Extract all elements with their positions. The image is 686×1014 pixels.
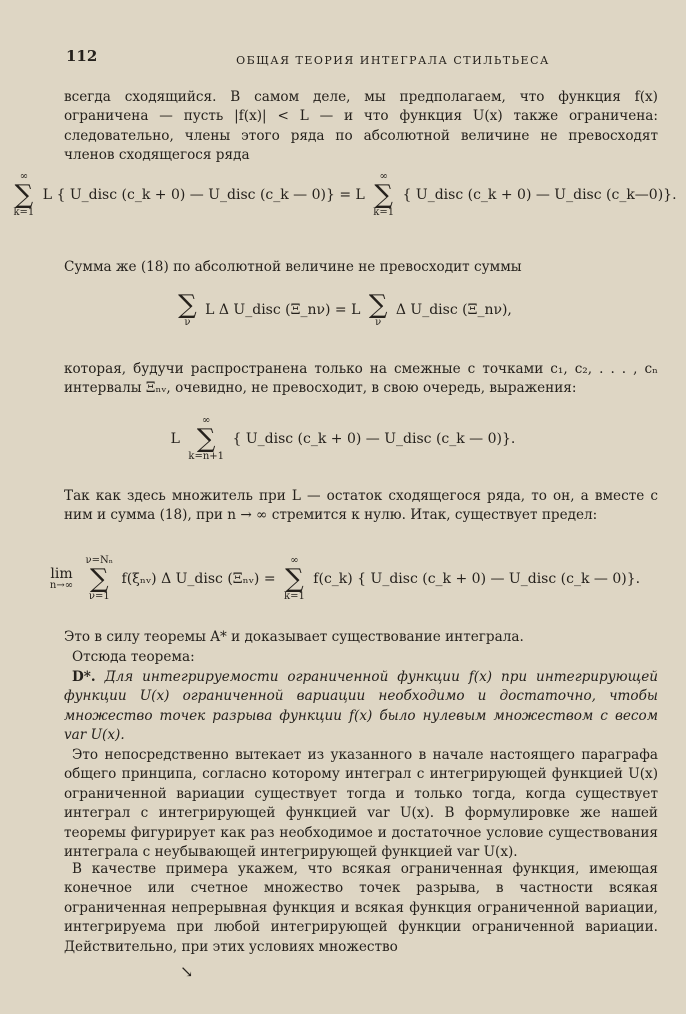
equation-2-left: L Δ U_disc (Ξ_nν) = L (205, 302, 361, 318)
theorem-d-star (64, 668, 658, 746)
page-number: 112 (66, 47, 98, 65)
paragraph-4: Так как здесь множитель при L — остаток сходящегося ряда, то он, а вместе с ним и сумма (18), при n → ∞ стремится к нулю. Итак, существует предел: (64, 488, 658, 524)
equation-4 (0, 556, 686, 602)
sum-symbol: ∑ ν (368, 290, 388, 328)
sum-symbol: ∞ ∑ k=n+1 (188, 415, 225, 462)
limit-operator: lim n→∞ (49, 566, 74, 591)
equation-2 (0, 292, 686, 328)
equation-1 (0, 172, 686, 218)
paragraph-1: всегда сходящийся. В самом деле, мы предполагаем, что функция f(x) ограничена — пусть |f(x)| < L — и что функция U(x) также ограничена: следовательно, члены этого ряда по абсолютной величине не превосходят членов сходящегося ряда (64, 89, 658, 164)
equation-3-body: { U_disc (c_k + 0) — U_disc (c_k — 0)}. (232, 431, 516, 447)
sum-symbol: ∑ ν (178, 290, 197, 328)
sum-symbol: ∞ ∑ k=1 (13, 171, 35, 218)
theorem-label: D*. (72, 669, 96, 685)
paragraph-5: Это в силу теоремы A* и доказывает существование интеграла. (64, 629, 524, 645)
paragraph-3: которая, будучи распространена только на смежные с точками c₁, c₂, . . . , cₙ интервалы Ξₙᵥ, очевидно, не превосходит, в свою очередь, выражения: (64, 361, 658, 397)
paragraph-8: В качестве примера укажем, что всякая ограниченная функция, имеющая конечное или счетное множество точек разрыва, в частности всякая ограниченная непрерывная функция и всякая функция ограниченной вариации, интегрируема при любой интегрирующей функции ограниченной вариации. Действительно, при этих условиях множество (64, 861, 658, 955)
sum-symbol: ν=Nₙ ∑ ν=1 (85, 555, 114, 602)
page-mark-arrow: ↘ (180, 962, 194, 981)
equation-1-left: L { U_disc (c_k + 0) — U_disc (c_k — 0)} = L (42, 187, 365, 203)
equation-1-right: { U_disc (c_k + 0) — U_disc (c_k—0)}. (402, 187, 677, 203)
equation-3: L ∞ ∑ k=n+1 { U_disc (c_k + 0) — U_disc (c_k — 0)}. (170, 415, 516, 462)
paragraph-7: Это непосредственно вытекает из указанного в начале настоящего параграфа общего принципа, согласно которому интеграл с интегрирующей функцией U(x) ограниченной вариации существует тогда и только тогда, когда существует интеграл с интегрирующей функцией var U(x). В формулировке же нашей теоремы фигурирует как раз необходимое и достаточное условие существования интеграла с неубывающей интегрирующей функцией var U(x). (64, 747, 658, 861)
equation-4-right: f(c_k) { U_disc (c_k + 0) — U_disc (c_k — 0)}. (313, 571, 641, 587)
equation-2-right: Δ U_disc (Ξ_nν), (395, 302, 512, 318)
sum-symbol: ∞ ∑ k=1 (284, 555, 305, 602)
paragraph-2: Сумма же (18) по абсолютной величине не превосходит суммы (64, 259, 522, 275)
paragraph-6: Отсюда теорема: (72, 649, 195, 665)
sum-symbol: ∞ ∑ k=1 (373, 171, 395, 218)
equation-4-left: f(ξₙᵥ) Δ U_disc (Ξₙᵥ) = (121, 571, 276, 587)
theorem-text: Для интегрируемости ограниченной функции f(x) при интегрирующей функции U(x) ограниченной вариации необходимо и достаточно, чтобы множество точек разрыва функции f(x) было нулевым множеством с весом var U(x). (64, 669, 658, 744)
running-head: ОБЩАЯ ТЕОРИЯ ИНТЕГРАЛА СТИЛЬТЬЕСА (236, 54, 550, 67)
